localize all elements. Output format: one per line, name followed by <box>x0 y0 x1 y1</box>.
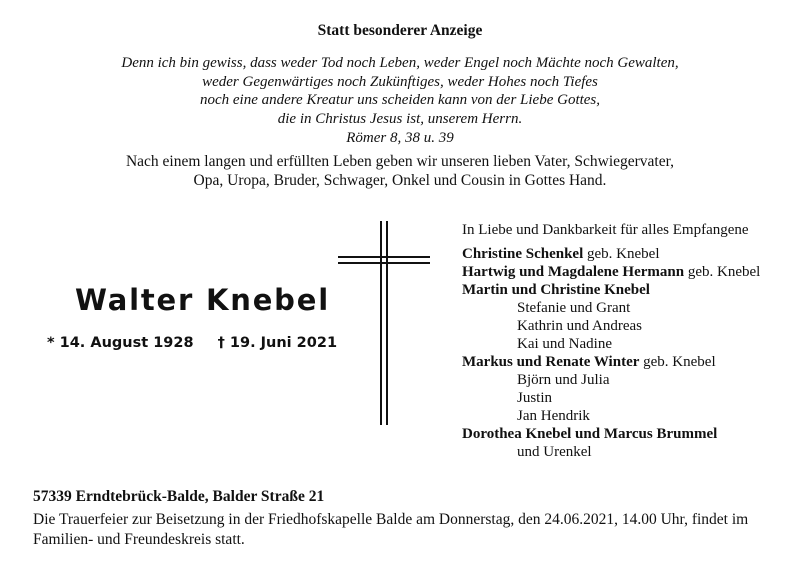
bible-verse <box>0 54 800 148</box>
death-date: † 19. Juni 2021 <box>217 335 338 351</box>
mourner-entry <box>462 263 760 281</box>
mourner-entry <box>462 245 760 263</box>
mourner-entry <box>462 353 760 371</box>
mourner-note: geb. Knebel <box>639 354 716 370</box>
intro-line: Nach einem langen und erfüllten Leben geben wir unseren lieben Vater, Schwiegervater, <box>125 153 675 170</box>
mourner-note: geb. Knebel <box>684 264 761 280</box>
mourner-note: geb. Knebel <box>583 246 660 262</box>
grandchild-entry: Jan Hendrik <box>517 408 590 424</box>
grandchild-entry: Kathrin und Andreas <box>517 318 642 334</box>
verse-line: noch eine andere Kreatur uns scheiden kann von der Liebe Gottes, <box>199 92 601 109</box>
mourner-name: Hartwig und Magdalene Hermann <box>462 264 685 280</box>
verse-line: weder Gegenwärtiges noch Zukünftiges, weder Hohes noch Tiefes <box>202 73 598 90</box>
address: 57339 Erndtebrück-Balde, Balder Straße 21 <box>33 488 325 505</box>
mourner-name: Dorothea Knebel und Marcus Brummel <box>462 426 718 442</box>
mourners-list <box>462 221 760 461</box>
birth-date: * 14. August 1928 <box>47 335 194 351</box>
mourner-name: Markus und Renate Winter <box>462 354 640 370</box>
intro-line: Opa, Uropa, Bruder, Schwager, Onkel und Cousin in Gottes Hand. <box>193 172 607 189</box>
grandchild-entry: Björn und Julia <box>517 372 610 388</box>
grandchild-entry: Stefanie und Grant <box>517 300 631 316</box>
verse-line: die in Christus Jesus ist, unserem Herrn. <box>277 111 523 128</box>
mourners-heading: In Liebe und Dankbarkeit für alles Empfangene <box>462 222 749 238</box>
headline: Statt besonderer Anzeige <box>317 22 483 39</box>
life-dates <box>47 335 337 351</box>
grandchild-entry: und Urenkel <box>517 444 592 460</box>
grandchild-entry: Justin <box>517 390 553 406</box>
verse-line: Denn ich bin gewiss, dass weder Tod noch Leben, weder Engel noch Mächte noch Gewalten, <box>121 55 679 71</box>
funeral-notice: Die Trauerfeier zur Beisetzung in der Friedhofskapelle Balde am Donnerstag, den 24.06.2021, 14.00 Uhr, findet im Familien- und Freundeskreis statt. <box>33 511 749 548</box>
verse-reference: Römer 8, 38 u. 39 <box>346 129 454 146</box>
mourner-name: Christine Schenkel <box>462 246 584 262</box>
grandchild-entry: Kai und Nadine <box>517 336 612 352</box>
deceased-name: Walter Knebel <box>75 283 330 317</box>
mourner-name: Martin und Christine Knebel <box>462 282 650 298</box>
cross-icon <box>338 221 430 425</box>
intro-text <box>0 152 800 190</box>
